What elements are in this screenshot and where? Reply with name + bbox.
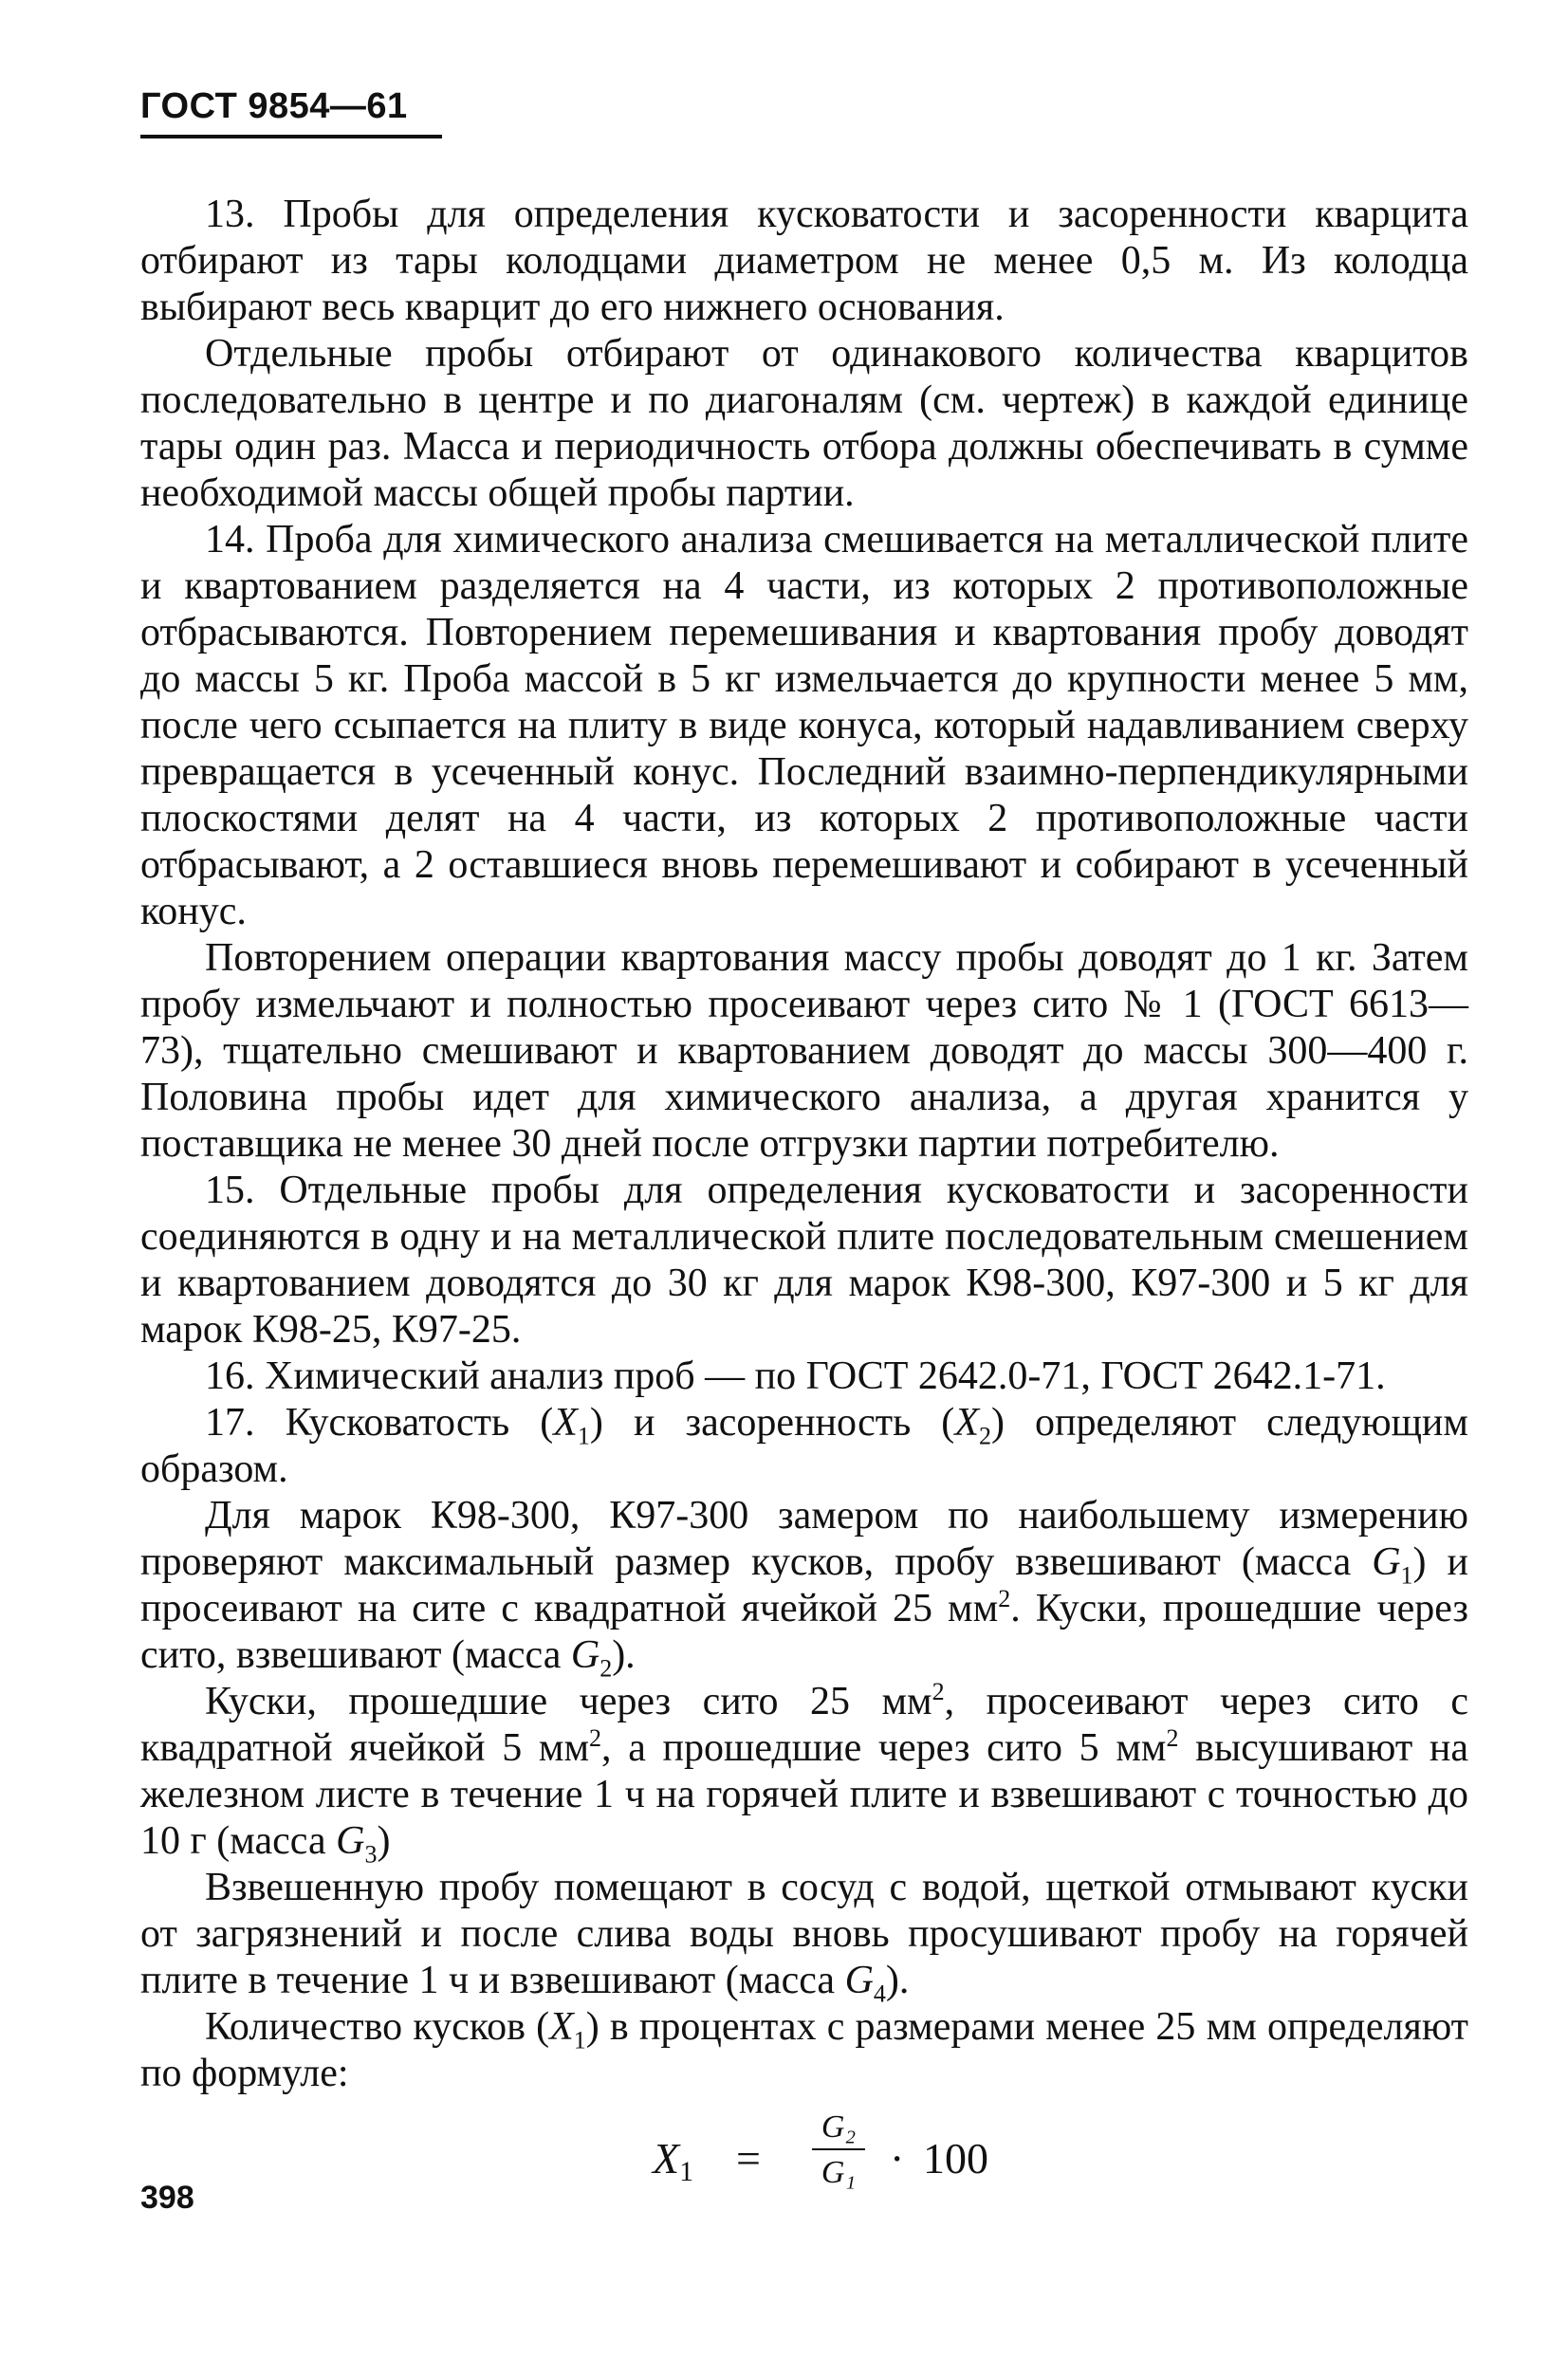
paragraph-13-continuation: Отдельные пробы отбирают от одинакового количества кварцитов последовательно в центре и по диагоналям (см. чертеж) в каждой единице тары один раз. Масса и периодичность отбора должны обеспечивать в сумме необходимой массы общей пробы партии. [140,332,1468,515]
text-run: Количество кусков ( [205,2005,550,2049]
sup-index: 2 [589,1724,602,1752]
formula-factor: 100 [923,2134,988,2183]
header-rule [140,135,442,138]
sub-index: 1 [577,1422,590,1450]
text-run: , а прошедшие через сито 5 мм [601,1726,1167,1770]
text-run: ) и просеивают на сите с квадратной ячейкой 25 мм [140,1540,1468,1630]
paragraph-17 [140,1400,1468,1493]
var-g: G [1372,1540,1401,1584]
sub-index: 1 [573,2026,586,2054]
var-g: G [844,1959,874,2002]
var-g: G [570,1633,600,1677]
var-x: X [553,1401,578,1445]
formula-block [140,2110,1468,2224]
paragraph-15: 15. Отдельные пробы для определения кусковатости и засоренности соединяются в одну и на металлической плите последовательным смешением и квартованием доводятся до 30 кг для марок К98-300, К97-300 и 5 кг для марок К98-25, К97-25. [140,1169,1468,1352]
formula-numerator: G₂ [821,2109,857,2145]
sup-index: 2 [1166,1724,1179,1752]
formula-lhs-var: X [653,2134,680,2183]
sup-index: 2 [998,1585,1011,1612]
sub-index: 4 [873,1980,886,2008]
text-run: ). [612,1633,636,1677]
text-run: высушивают на железном листе в течение 1 ч на горячей плите и взвешивают с точностью до 10 г (масса [140,1726,1469,1863]
text-run: , просеивают через сито с квадратной ячейкой 5 мм [140,1680,1468,1770]
sub-index: 2 [978,1422,991,1450]
text-run: ). [885,1959,910,2002]
formula-denominator: G₁ [821,2155,857,2190]
sub-index: 1 [1400,1561,1413,1590]
paragraph-17-sieve [140,1678,1469,1869]
text-run: . Куски, прошедшие через сито, взвешивают (масса [140,1587,1468,1677]
sup-index: 2 [932,1678,945,1705]
standard-title: ГОСТ 9854—61 [140,86,408,126]
paragraph-13: 13. Пробы для определения кусковатости и засоренности кварцита отбирают из тары колодцами диаметром не менее 0,5 м. Из колодца выбирают весь кварцит до его нижнего основания. [140,193,1468,329]
formula-lhs [653,2135,693,2195]
text-run: ) в процентах с размерами менее 25 мм определяют по формуле: [140,2005,1468,2095]
formula-lhs-sub: 1 [679,2156,694,2187]
paragraph-16: 16. Химический анализ проб — по ГОСТ 2642.0-71, ГОСТ 2642.1-71. [205,1354,1386,1398]
text-run: ) определяют следующим образом. [140,1401,1468,1491]
text-run: ) и засоренность ( [589,1401,955,1445]
formula-multiply-dot: · [890,2134,905,2183]
text-run: 17. Кусковатость ( [205,1401,554,1445]
var-x: X [954,1401,979,1445]
paragraph-17-marks [140,1493,1468,1683]
paragraph-14-continuation: Повторением операции квартования массу пробы доводят до 1 кг. Затем пробу измельчают и полностью просеивают через сито № 1 (ГОСТ 6613—73), тщательно смешивают и квартованием доводят до массы 300—400 г. Половина пробы идет для химического анализа, а другая хранится у поставщика не менее 30 дней после отгрузки партии потребителю. [140,936,1468,1166]
sub-index: 2 [600,1654,613,1683]
var-g: G [336,1819,365,1863]
sub-index: 3 [364,1840,378,1869]
document-body [140,192,1468,2224]
formula-fraction [804,2110,873,2190]
var-x: X [549,2005,574,2049]
paragraph-17-formula-intro [140,2004,1468,2097]
paragraph-17-wash [140,1865,1468,2008]
document-header [140,85,444,138]
text-run: Куски, прошедшие через сито 25 мм [205,1680,932,1723]
text-run: Для марок К98-300, К97-300 замером по наибольшему измерению проверяют максимальный размер кусков, пробу взвешивают (масса [140,1494,1468,1584]
text-run: Взвешенную пробу помещают в сосуд с водой, щеткой отмывают куски от загрязнений и после слива воды вновь просушивают пробу на горячей плите в течение 1 ч и взвешивают (масса [140,1866,1468,2002]
formula-equals: = [736,2134,761,2183]
text-run: ) [377,1819,391,1863]
paragraph-14: 14. Проба для химического анализа смешивается на металлической плите и квартованием разделяется на 4 части, из которых 2 противоположные отбрасываются. Повторением перемешивания и квартования пробу доводят до массы 5 кг. Проба массой в 5 кг измельчается до крупности менее 5 мм, после чего ссыпается на плиту в виде конуса, который надавливанием сверху превращается в усеченный конус. Последний взаимно-перпендикулярными плоскостями делят на 4 части, из которых 2 противоположные части отбрасывают, а 2 оставшиеся вновь перемешивают и собирают в усеченный конус. [140,518,1468,933]
page-number: 398 [140,2180,194,2216]
